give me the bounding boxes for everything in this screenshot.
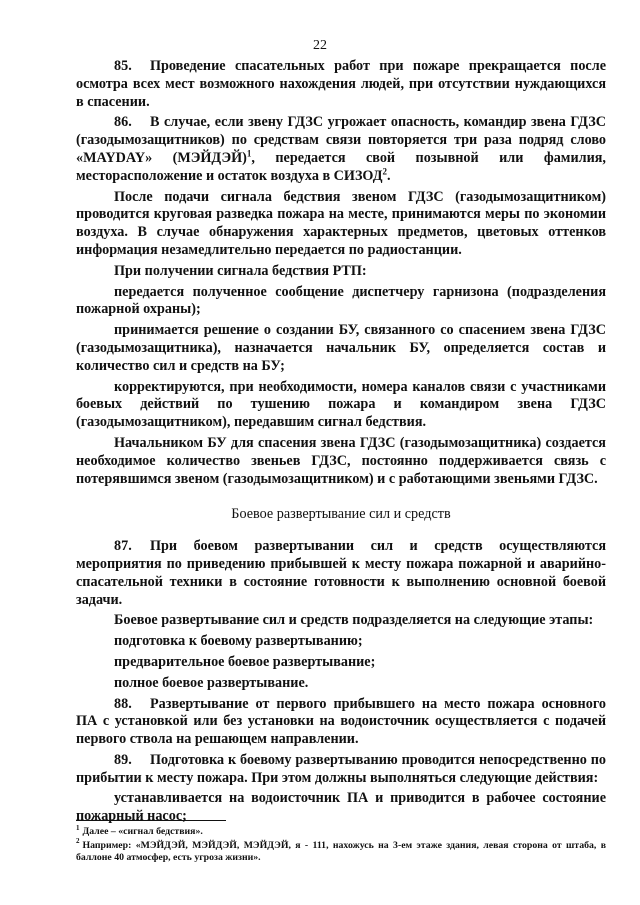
- page-number: 22: [313, 38, 327, 53]
- paragraph-bu-chief: Начальником БУ для спасения звена ГДЗС (газодымозащитника) создается необходимое количество звеньев ГДЗС, постоянно поддерживается связь с потерявшимся звеном (газодымозащитником) и с работающими звеньями ГДЗС.: [76, 434, 606, 487]
- footnote-divider: [76, 820, 226, 821]
- document-body: [76, 58, 606, 829]
- paragraph-87: [76, 538, 606, 609]
- paragraph-text: Развертывание от первого прибывшего на место пожара основного ПА с установкой или без установки на водоисточник осуществляется с подачей первого ствола на решающем направлении.: [76, 695, 606, 748]
- paragraph-text: Подготовка к боевому развертыванию проводится непосредственно по прибытии к месту пожара. При этом должны выполняться следующие действия:: [76, 751, 606, 786]
- paragraph-number: 85.: [114, 58, 132, 74]
- paragraph-text: Проведение спасательных работ при пожаре прекращается после осмотра всех мест возможного нахождения людей, при отсутствии нуждающихся в спасении.: [76, 58, 606, 110]
- footnote-text: Далее – «сигнал бедствия».: [82, 826, 203, 837]
- paragraph-text: .: [387, 167, 391, 184]
- paragraph-rtp-item-1: передается полученное сообщение диспетчеру гарнизона (подразделения пожарной охраны);: [76, 283, 606, 318]
- footnote-1: [76, 823, 606, 839]
- paragraph-86: [76, 114, 606, 185]
- paragraph-text: , передается свой позывной или фамилия, месторасположение и остаток воздуха в СИЗОД: [76, 149, 606, 184]
- paragraph-88: [76, 696, 606, 749]
- footnote-ref-1: 1: [246, 148, 252, 159]
- footnotes: [76, 823, 606, 866]
- paragraph-after-signal: После подачи сигнала бедствия звеном ГДЗС (газодымозащитником) проводится круговая разведка пожара на месте, принимаются меры по экономии воздуха. В случае обнаружения характерных предметов, цветовых оттенков информация незамедлительно передается по радиостанции.: [76, 188, 606, 258]
- paragraph-89: [76, 752, 606, 788]
- paragraph-stages-intro: Боевое развертывание сил и средств подразделяется на следующие этапы:: [114, 612, 594, 629]
- paragraph-rtp-item-2: принимается решение о создании БУ, связанного со спасением звена ГДЗС (газодымозащитника), назначается начальник БУ, определяется состав и количество сил и средств на БУ;: [76, 322, 606, 374]
- footnote-ref-2: 2: [382, 166, 388, 177]
- paragraph-number: 89.: [114, 751, 132, 768]
- paragraph-stage-1: подготовка к боевому развертыванию;: [114, 633, 363, 650]
- footnote-2: [76, 837, 606, 865]
- section-heading: Боевое развертывание сил и средств: [231, 506, 451, 523]
- paragraph-text: В случае, если звену ГДЗС угрожает опасность, командир звена ГДЗС (газодымозащитников) по средствам связи повторяется три раза подряд слово «MAYDAY» (МЭЙДЭЙ): [76, 114, 606, 166]
- footnote-mark: 1: [76, 823, 80, 832]
- footnote-text: Например: «МЭЙДЭЙ, МЭЙДЭЙ, МЭЙДЭЙ, я - 111, нахожусь на 3-ем этаже здания, левая сторона от штаба, в баллоне 40 атмосфер, есть угроза жизни».: [76, 839, 606, 863]
- paragraph-number: 87.: [114, 538, 132, 555]
- paragraph-number: 88.: [114, 695, 132, 712]
- paragraph-text: При боевом развертывании сил и средств осуществляются мероприятия по приведению прибывшей к месту пожара пожарной и аварийно-спасательной техники в состояние готовности к выполнению основной боевой задачи.: [76, 538, 606, 608]
- paragraph-89-item-1: устанавливается на водоисточник ПА и приводится в рабочее состояние пожарный насос;: [76, 790, 606, 825]
- paragraph-rtp-intro: При получении сигнала бедствия РТП:: [114, 262, 367, 279]
- paragraph-stage-3: полное боевое развертывание.: [114, 674, 309, 691]
- paragraph-number: 86.: [114, 114, 132, 131]
- paragraph-85: [76, 58, 606, 111]
- paragraph-rtp-item-3: корректируются, при необходимости, номера каналов связи с участниками боевых действий по тушению пожара и командиром звена ГДЗС (газодымозащитником), передавшим сигнал бедствия.: [76, 378, 606, 431]
- paragraph-stage-2: предварительное боевое развертывание;: [114, 653, 376, 670]
- footnote-mark: 2: [76, 837, 80, 846]
